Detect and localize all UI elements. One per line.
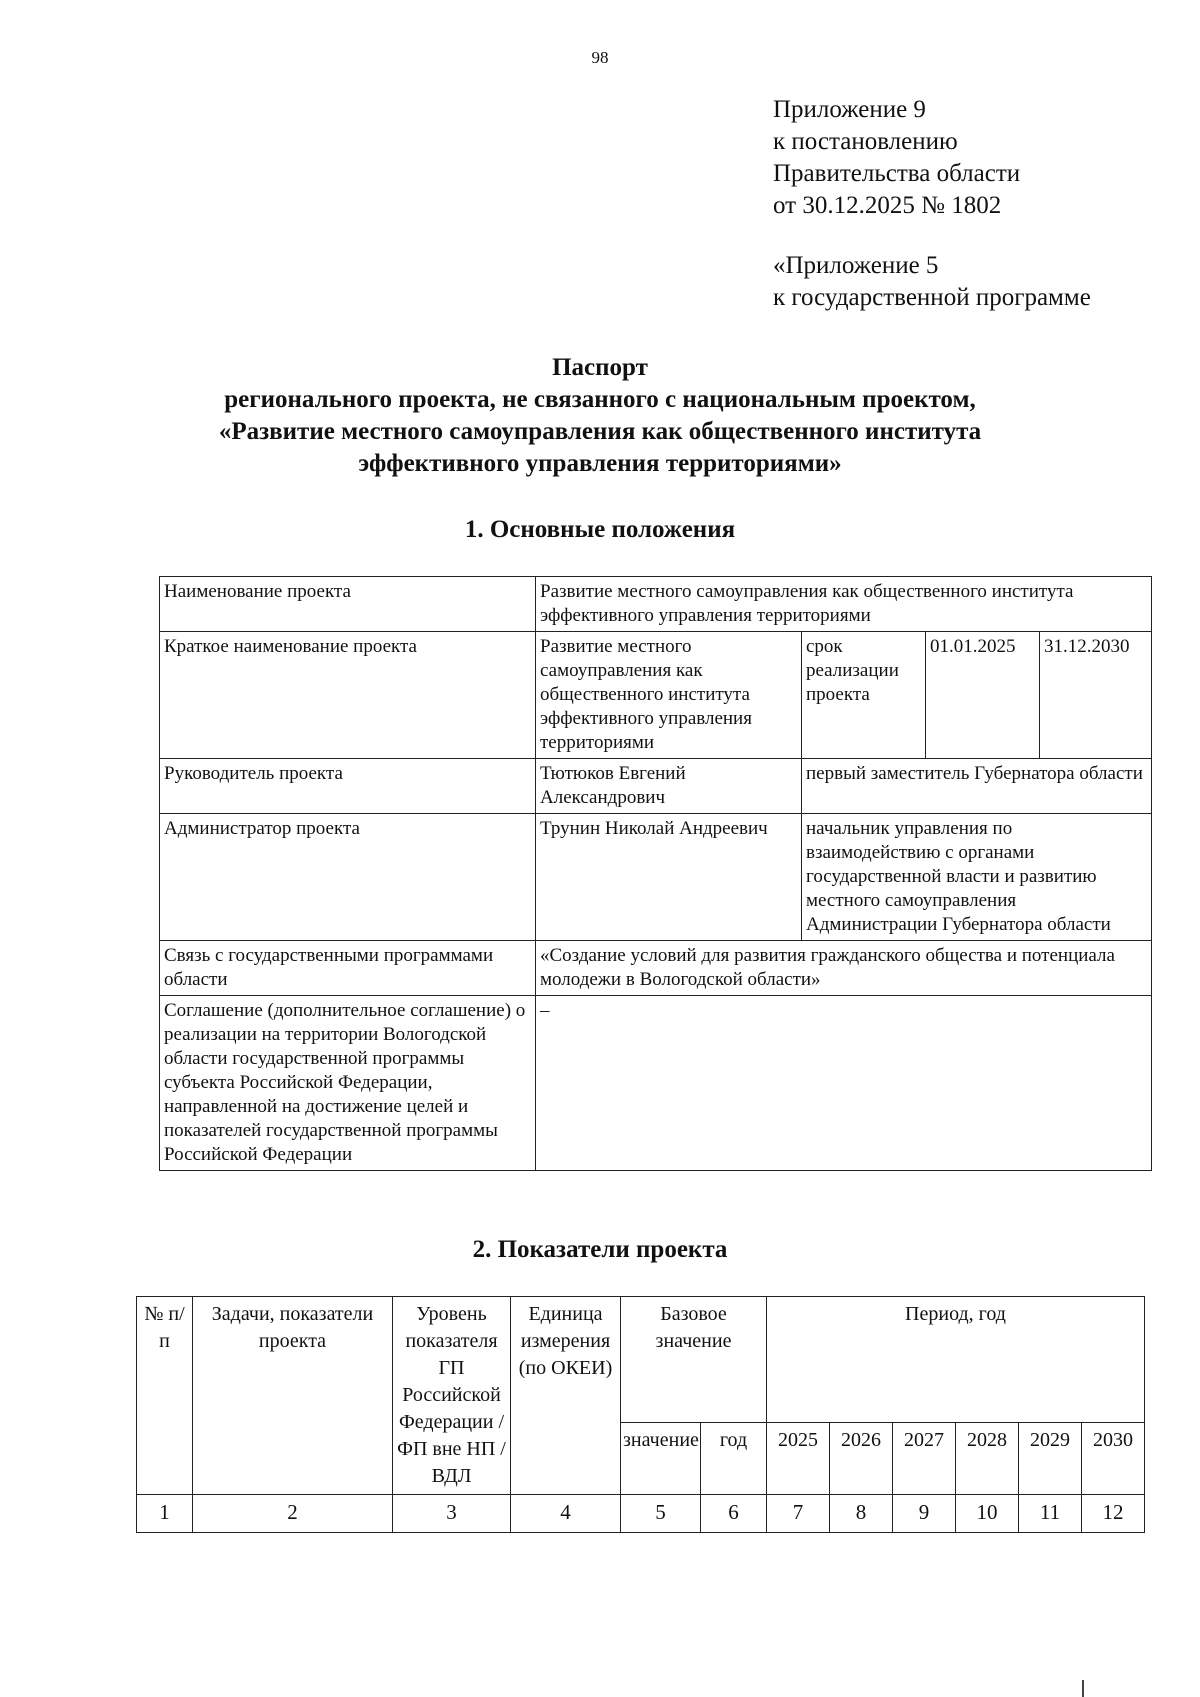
row-label: Руководитель проекта <box>160 759 536 814</box>
column-number: 9 <box>893 1495 956 1533</box>
table-row <box>160 996 1152 1171</box>
column-number: 3 <box>393 1495 511 1533</box>
project-name-value: Развитие местного самоуправления как общественного института эффективного управления территориями <box>536 577 1152 632</box>
header-tasks: Задачи, показатели проекта <box>193 1297 393 1495</box>
header-num: № п/п <box>137 1297 193 1495</box>
column-number: 4 <box>511 1495 621 1533</box>
header-unit: Единица измерения (по ОКЕИ) <box>511 1297 621 1495</box>
row-label: Администратор проекта <box>160 814 536 941</box>
column-number-row <box>137 1495 1145 1533</box>
header-year: 2030 <box>1082 1423 1145 1495</box>
term-label: срок реализации проекта <box>802 632 926 759</box>
table-row <box>160 814 1152 941</box>
header-year: 2027 <box>893 1423 956 1495</box>
indicators-table <box>136 1296 1145 1533</box>
main-info-table <box>159 576 1152 1171</box>
column-number: 12 <box>1082 1495 1145 1533</box>
appendix-line: от 30.12.2025 № 1802 <box>773 192 1002 219</box>
column-number: 2 <box>193 1495 393 1533</box>
project-short-name-value: Развитие местного самоуправления как общественного института эффективного управления территориями <box>536 632 802 759</box>
appendix-line: Приложение 9 <box>773 96 926 123</box>
row-label: Соглашение (дополнительное соглашение) о реализации на территории Вологодской области государственной программы субъекта Российской Федерации, направленной на достижение целей и показателей государственной программы Российской Федерации <box>160 996 536 1171</box>
appendix-line: «Приложение 5 <box>773 252 939 279</box>
header-base-year: год <box>701 1423 767 1495</box>
document-title <box>0 352 1200 480</box>
header-base: Базовое значение <box>621 1297 767 1423</box>
header-period: Период, год <box>767 1297 1145 1423</box>
page-number: 98 <box>591 48 609 67</box>
spacer <box>773 222 1091 250</box>
appendix-block <box>773 94 1091 314</box>
admin-position: начальник управления по взаимодействию с органами государственной власти и развитию местного самоуправления Администрации Губернатора области <box>802 814 1152 941</box>
term-start: 01.01.2025 <box>926 632 1040 759</box>
admin-name: Трунин Николай Андреевич <box>536 814 802 941</box>
title-line: регионального проекта, не связанного с национальным проектом, <box>224 386 976 413</box>
table-row <box>160 632 1152 759</box>
appendix-line: к постановлению <box>773 128 958 155</box>
column-number: 6 <box>701 1495 767 1533</box>
row-label: Связь с государственными программами области <box>160 941 536 996</box>
term-end: 31.12.2030 <box>1040 632 1152 759</box>
program-link-value: «Создание условий для развития гражданского общества и потенциала молодежи в Вологодской области» <box>536 941 1152 996</box>
table-row <box>160 941 1152 996</box>
scan-mark <box>1082 1680 1084 1697</box>
header-year: 2029 <box>1019 1423 1082 1495</box>
title-line: Паспорт <box>552 354 648 381</box>
column-number: 10 <box>956 1495 1019 1533</box>
column-number: 8 <box>830 1495 893 1533</box>
section-heading-main: 1. Основные положения <box>464 516 736 543</box>
title-line: «Развитие местного самоуправления как общественного института <box>218 418 982 445</box>
table-row <box>160 577 1152 632</box>
row-label: Наименование проекта <box>160 577 536 632</box>
header-level: Уровень показателя ГП Российской Федерации / ФП вне НП / ВДЛ <box>393 1297 511 1495</box>
column-number: 11 <box>1019 1495 1082 1533</box>
agreement-value: – <box>536 996 1152 1171</box>
header-year: 2025 <box>767 1423 830 1495</box>
section-heading-indicators: 2. Показатели проекта <box>472 1236 728 1263</box>
column-number: 5 <box>621 1495 701 1533</box>
appendix-line: Правительства области <box>773 160 1021 187</box>
head-position: первый заместитель Губернатора области <box>802 759 1152 814</box>
column-number: 1 <box>137 1495 193 1533</box>
appendix-line: к государственной программе <box>773 284 1091 311</box>
row-label: Краткое наименование проекта <box>160 632 536 759</box>
head-name: Тютюков Евгений Александрович <box>536 759 802 814</box>
column-number: 7 <box>767 1495 830 1533</box>
header-year: 2028 <box>956 1423 1019 1495</box>
header-base-value: значение <box>621 1423 701 1495</box>
table-row <box>160 759 1152 814</box>
header-year: 2026 <box>830 1423 893 1495</box>
table-header-row <box>137 1297 1145 1423</box>
title-line: эффективного управления территориями» <box>358 450 842 477</box>
